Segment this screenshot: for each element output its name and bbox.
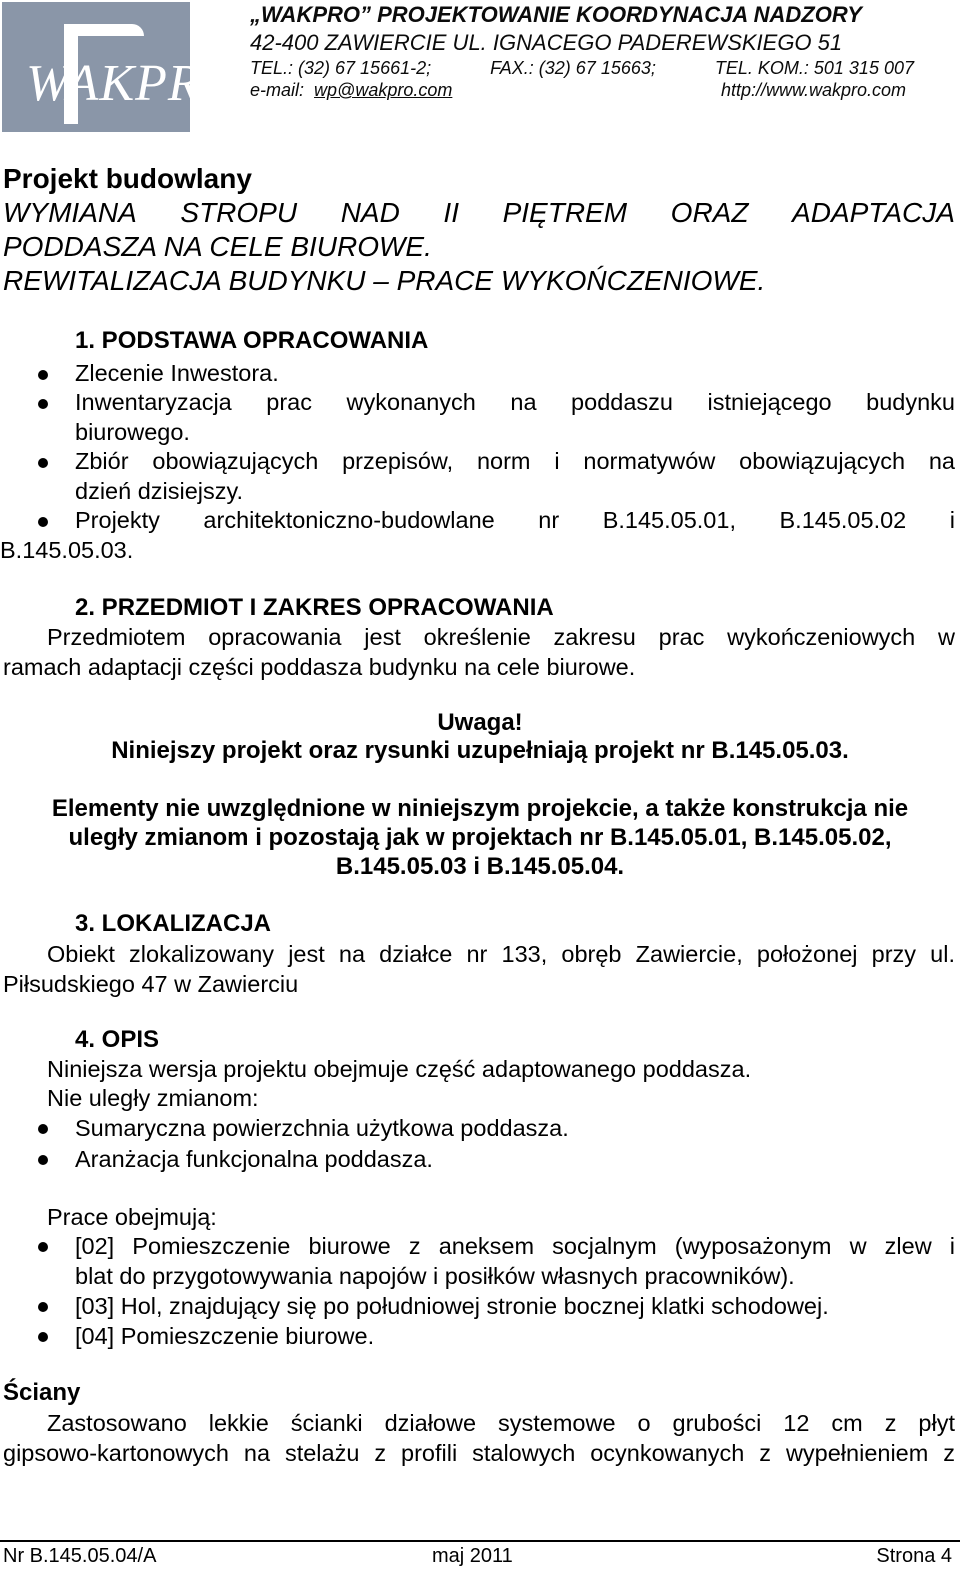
bullet-icon bbox=[38, 458, 48, 468]
paragraph-line: Przedmiotem opracowania jest określenie zakresu prac wykończeniowych w bbox=[47, 624, 955, 650]
list-item bbox=[75, 447, 955, 506]
paragraph-line: gipsowo-kartonowych na stelażu z profili stalowych ocynkowanych z wypełnieniem z bbox=[3, 1440, 955, 1466]
list-item: Aranżacja funkcjonalna poddasza. bbox=[75, 1146, 433, 1172]
section-heading: 4. OPIS bbox=[75, 1026, 160, 1053]
paragraph bbox=[3, 1408, 955, 1468]
footer-divider bbox=[0, 1540, 960, 1542]
title-word: PIĘTREM bbox=[502, 197, 628, 228]
list-item bbox=[75, 388, 955, 447]
list-item-line: blat do przygotowywania napojów i posiłków własnych pracowników). bbox=[75, 1262, 795, 1289]
list-item bbox=[0, 506, 955, 565]
bullet-icon bbox=[38, 1332, 48, 1342]
paragraph bbox=[3, 939, 955, 999]
paragraph-line: Prace obejmują: bbox=[47, 1204, 217, 1230]
bullet-icon bbox=[38, 1155, 48, 1165]
list-item-line: B.145.05.03. bbox=[0, 536, 134, 563]
document-date: maj 2011 bbox=[432, 1545, 513, 1567]
bullet-icon bbox=[38, 517, 48, 527]
list-item: [04] Pomieszczenie biurowe. bbox=[75, 1323, 375, 1349]
title-word: ADAPTACJA bbox=[792, 197, 955, 228]
paragraph-line: ramach adaptacji części poddasza budynku na cele biurowe. bbox=[3, 654, 636, 680]
list-item-line: Projekty architektoniczno-budowlane nr B.145.05.01, B.145.05.02 i bbox=[75, 507, 955, 533]
section-heading: 1. PODSTAWA OPRACOWANIA bbox=[75, 327, 429, 354]
page-number: Strona 4 bbox=[876, 1545, 952, 1567]
website-link[interactable]: http://www.wakpro.com bbox=[720, 80, 906, 100]
paragraph-line: Niniejsza wersja projektu obejmuje część adaptowanego poddasza. bbox=[47, 1056, 752, 1082]
paragraph-line: Nie uległy zmianom: bbox=[47, 1085, 259, 1111]
project-type: Projekt budowlany bbox=[3, 163, 252, 194]
list-item: Zlecenie Inwestora. bbox=[75, 360, 279, 386]
company-phones bbox=[250, 58, 914, 79]
title-line: REWITALIZACJA BUDYNKU – PRACE WYKOŃCZENIOWE. bbox=[3, 265, 766, 296]
title-word: WYMIANA bbox=[3, 197, 137, 228]
title-word: STROPU bbox=[180, 197, 298, 228]
section-heading: 2. PRZEDMIOT I ZAKRES OPRACOWANIA bbox=[75, 594, 554, 621]
list-item-line: Inwentaryzacja prac wykonanych na poddaszu istniejącego budynku bbox=[75, 389, 955, 415]
note-text bbox=[0, 794, 960, 881]
bullet-icon bbox=[38, 399, 48, 409]
note-line: B.145.05.03 i B.145.05.04. bbox=[335, 853, 625, 880]
phone: TEL.: (32) 67 15661-2; bbox=[250, 58, 432, 78]
mobile-phone: TEL. KOM.: 501 315 007 bbox=[714, 58, 914, 78]
title-line: PODDASZA NA CELE BIUROWE. bbox=[3, 231, 432, 262]
section-heading: Ściany bbox=[3, 1379, 81, 1406]
paragraph-line: Obiekt zlokalizowany jest na działce nr 133, obręb Zawiercie, położonej przy ul. bbox=[47, 941, 955, 967]
list-item bbox=[75, 1232, 955, 1291]
list-item: Sumaryczna powierzchnia użytkowa poddasza. bbox=[75, 1115, 569, 1141]
document-title bbox=[3, 162, 955, 298]
email-group bbox=[250, 80, 452, 101]
logo-text: WAKPRO bbox=[26, 55, 240, 112]
email-label: e-mail: bbox=[250, 80, 305, 100]
logo-shape bbox=[64, 24, 144, 36]
paragraph-line: Zastosowano lekkie ścianki działowe systemowe o grubości 12 cm z płyt bbox=[47, 1410, 955, 1436]
list-item-line: dzień dzisiejszy. bbox=[75, 477, 244, 504]
bullet-icon bbox=[38, 1124, 48, 1134]
section-heading: 3. LOKALIZACJA bbox=[75, 910, 272, 937]
list-item-line: [02] Pomieszczenie biurowe z aneksem socjalnym (wyposażonym w zlew i bbox=[75, 1233, 955, 1259]
note-label: Uwaga! bbox=[437, 709, 523, 736]
bullet-icon bbox=[38, 1302, 48, 1312]
company-address: 42-400 ZAWIERCIE UL. IGNACEGO PADEREWSKIEGO 51 bbox=[250, 30, 843, 55]
title-word: II bbox=[443, 197, 459, 228]
bullet-icon bbox=[38, 1242, 48, 1252]
paragraph bbox=[3, 622, 955, 682]
list-item: [03] Hol, znajdujący się po południowej stronie bocznej klatki schodowej. bbox=[75, 1293, 829, 1319]
title-word: ORAZ bbox=[670, 197, 749, 228]
fax: FAX.: (32) 67 15663; bbox=[490, 58, 656, 78]
note-text: Niniejszy projekt oraz rysunki uzupełniają projekt nr B.145.05.03. bbox=[111, 737, 849, 764]
note-line: uległy zmianom i pozostają jak w projektach nr B.145.05.01, B.145.05.02, bbox=[68, 824, 892, 851]
list-item-line: biurowego. bbox=[75, 418, 190, 445]
note-line: Elementy nie uwzględnione w niniejszym projekcie, a także konstrukcja nie bbox=[51, 795, 909, 822]
company-logo bbox=[2, 2, 240, 132]
title-line bbox=[3, 196, 955, 230]
email-link[interactable]: wp@wakpro.com bbox=[314, 80, 453, 100]
list-item-line: Zbiór obowiązujących przepisów, norm i normatywów obowiązujących na bbox=[75, 448, 955, 474]
company-contact bbox=[250, 80, 914, 101]
company-name: „WAKPRO” PROJEKTOWANIE KOORDYNACJA NADZORY bbox=[250, 2, 862, 27]
title-word: NAD bbox=[340, 197, 400, 228]
bullet-icon bbox=[38, 370, 48, 380]
document-number: Nr B.145.05.04/A bbox=[3, 1545, 157, 1567]
paragraph-line: Piłsudskiego 47 w Zawierciu bbox=[3, 971, 299, 997]
